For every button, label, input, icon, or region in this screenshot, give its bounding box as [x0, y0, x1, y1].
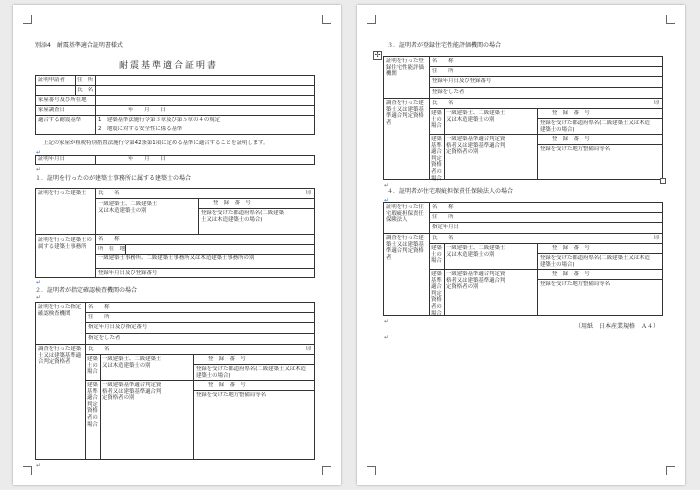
reg-no-label: 登 録 番 号: [552, 110, 590, 116]
page-corner-mark: [23, 15, 32, 24]
office-name-label: 名 称: [98, 236, 120, 242]
document-page-2[interactable]: [357, 5, 685, 485]
org-name-label: 名 称: [432, 58, 454, 64]
insurer-label: 証明を行った住宅瑕疵担保責任保険法人: [386, 204, 424, 224]
paragraph-mark: ↵: [384, 197, 390, 204]
reg-no-label: 登 録 番 号: [552, 136, 590, 142]
office-type-label: 一級建築士事務所、二級建築士事務所又は木造建築士事務所の別: [98, 255, 255, 261]
basis-option-1[interactable]: 1 建築基準法施行令第３章及び第５章の４の規定: [98, 117, 221, 123]
judge-pref-label: 登録を受けた地方整備局等名: [540, 281, 611, 287]
org-addr-label: 住 所: [432, 68, 454, 74]
reg-pref-label: 登録を受けた都道府県名(二級建築士又は木造建築士の場合): [201, 210, 284, 223]
form-title: 耐震基準適合証明書: [119, 61, 219, 71]
section-3-heading: ３．証明者が登録住宅性能評価機関の場合: [387, 42, 502, 49]
section-4-heading: ４．証明者が住宅瑕疵担保責任保険法人の場合: [387, 188, 514, 195]
name-label: 氏 名: [77, 87, 94, 93]
org-date-label: 登録年月日及び登録番号: [432, 78, 492, 84]
house-location-label: 家屋番号及び所在地: [38, 97, 87, 103]
cert-date-label: 証明年月日: [38, 156, 65, 162]
judge-qual-label: 一級建築基準適合判定資格者又は建築基準適合判定資格者の別: [446, 136, 506, 156]
office-addr-label: 所 在 地: [98, 246, 125, 252]
org-name-label: 名 称: [88, 304, 110, 310]
org-date-label: 指定年月日: [432, 224, 459, 230]
reg-no-label: 登 録 番 号: [208, 356, 246, 362]
paragraph-mark: ↵: [384, 318, 390, 325]
paper-size-note: （用紙 日本産業規格 Ａ４）: [575, 323, 660, 330]
section-2-table: [35, 302, 315, 460]
judge-pref-label: 登録を受けた地方整備局等名: [540, 146, 611, 152]
page-corner-mark: [322, 466, 331, 475]
org-agency-label: 指定をした者: [88, 335, 121, 341]
seal-mark: 印: [306, 190, 312, 196]
reg-pref-label: 登録を受けた都道府県名(二級建築士又は木造建築士の場合): [540, 120, 650, 133]
document-page-1[interactable]: [13, 5, 341, 485]
table-resize-handle[interactable]: [660, 178, 666, 184]
section-1-heading: １．証明を行ったのが建築士事務所に属する建築士の場合: [35, 175, 192, 182]
paragraph-mark: ↵: [36, 294, 42, 301]
arch-qual-label: 一級建築士、二級建築士又は木造建築士の別: [446, 245, 506, 258]
page-corner-mark: [666, 15, 675, 24]
address-label: 住 所: [77, 77, 94, 83]
page-corner-mark: [322, 15, 331, 24]
arch-case-label: 建築士の場合: [431, 245, 442, 265]
page-corner-mark: [23, 466, 32, 475]
judge-case-label: 建築基準適合判定資格者の場合: [87, 382, 98, 428]
org-date-label: 指定年月日及び指定番号: [88, 324, 148, 330]
office-reg-label: 登録年月日及び登録番号: [98, 270, 158, 276]
section-2-heading: ２．証明者が指定確認検査機関の場合: [35, 287, 138, 294]
paragraph-mark: ↵: [36, 166, 42, 173]
judge-qual-label: 一級建築基準適合判定資格者又は建築基準適合判定資格者の別: [102, 382, 162, 402]
table-move-handle-icon[interactable]: ✢: [374, 51, 381, 59]
paragraph-mark: ↵: [36, 149, 42, 156]
seal-mark: 印: [654, 235, 660, 241]
surveyor-name-label: 氏 名: [88, 346, 110, 352]
arch-case-label: 建築士の場合: [431, 110, 442, 130]
judge-case-label: 建築基準適合判定資格者の場合: [431, 136, 442, 182]
arch-qual-label: 一級建築士、二級建築士又は木造建築士の別: [446, 110, 506, 123]
paragraph-mark: ↵: [384, 182, 390, 189]
basis-option-2[interactable]: 2 地震に対する安全性に係る基準: [98, 126, 183, 132]
paragraph-mark: ↵: [384, 334, 390, 341]
page-corner-mark: [367, 15, 376, 24]
reg-no-label: 登 録 番 号: [208, 382, 246, 388]
certification-statement: 上記の家屋が租税特別措置法施行令第42条第1項に定める基準に適合することを証明します。: [43, 140, 269, 146]
surveyor-label: 調査を行った建築士又は建築基準適合判定資格者: [386, 100, 424, 126]
cert-date-table: [35, 155, 315, 165]
arch-qual-label: 一級建築士、二級建築士又は木造建築士の別: [102, 356, 162, 369]
arch-case-label: 建築士の場合: [87, 356, 98, 376]
architect-name-label: 氏 名: [98, 190, 120, 196]
judge-pref-label: 登録を受けた地方整備局等名: [196, 392, 267, 398]
office-label: 証明を行った建築士の属する建築士事務所: [38, 237, 92, 250]
seal-mark: 印: [306, 346, 312, 352]
reg-no-label: 登 録 番 号: [552, 245, 590, 251]
surveyor-name-label: 氏 名: [432, 235, 454, 241]
form-header: 別添4 耐震基準適合証明書様式: [35, 42, 123, 49]
reg-pref-label: 登録を受けた都道府県名(二級建築士又は木造建築士の場合): [540, 255, 650, 268]
page-corner-mark: [367, 466, 376, 475]
judge-qual-label: 一級建築基準適合判定資格者又は建築基準適合判定資格者の別: [446, 271, 506, 291]
surveyor-label: 調査を行った建築士又は建築基準適合判定資格者: [386, 235, 424, 261]
survey-date-label: 家屋調査日: [38, 107, 65, 113]
surveyor-name-label: 氏 名: [432, 100, 454, 106]
reg-no-label: 登 録 番 号: [213, 200, 251, 206]
applicant-label: 証明申請者: [38, 77, 65, 83]
org-agency-label: 登録をした者: [432, 89, 465, 95]
reg-no-label: 登 録 番 号: [552, 271, 590, 277]
org-name-label: 名 称: [432, 204, 454, 210]
paragraph-mark: ↵: [36, 279, 42, 286]
cert-date-value[interactable]: 年 月 日: [128, 156, 166, 162]
judge-case-label: 建築基準適合判定資格者の場合: [431, 271, 442, 317]
surveyor-label: 調査を行った建築士又は建築基準適合判定資格者: [38, 346, 82, 366]
architect-label: 証明を行った建築士: [38, 190, 87, 196]
architect-qual-label: 一級建築士、二級建築士又は木造建築士の別: [98, 201, 158, 214]
section-1-table: [35, 188, 315, 278]
reg-pref-label: 登録を受けた都道府県名(二級建築士又は木造建築士の場合): [196, 366, 306, 379]
exam-org-label: 証明を行った指定確認検査機関: [38, 304, 82, 317]
org-addr-label: 住 所: [88, 314, 110, 320]
paragraph-mark: ↵: [36, 462, 42, 469]
survey-date-value[interactable]: 年 月 日: [128, 107, 166, 113]
basis-label: 適合する耐震基準: [38, 117, 82, 123]
seal-mark: 印: [654, 100, 660, 106]
eval-org-label: 証明を行った登録住宅性能評価機関: [386, 58, 424, 78]
org-addr-label: 住 所: [432, 214, 454, 220]
page-corner-mark: [666, 466, 675, 475]
